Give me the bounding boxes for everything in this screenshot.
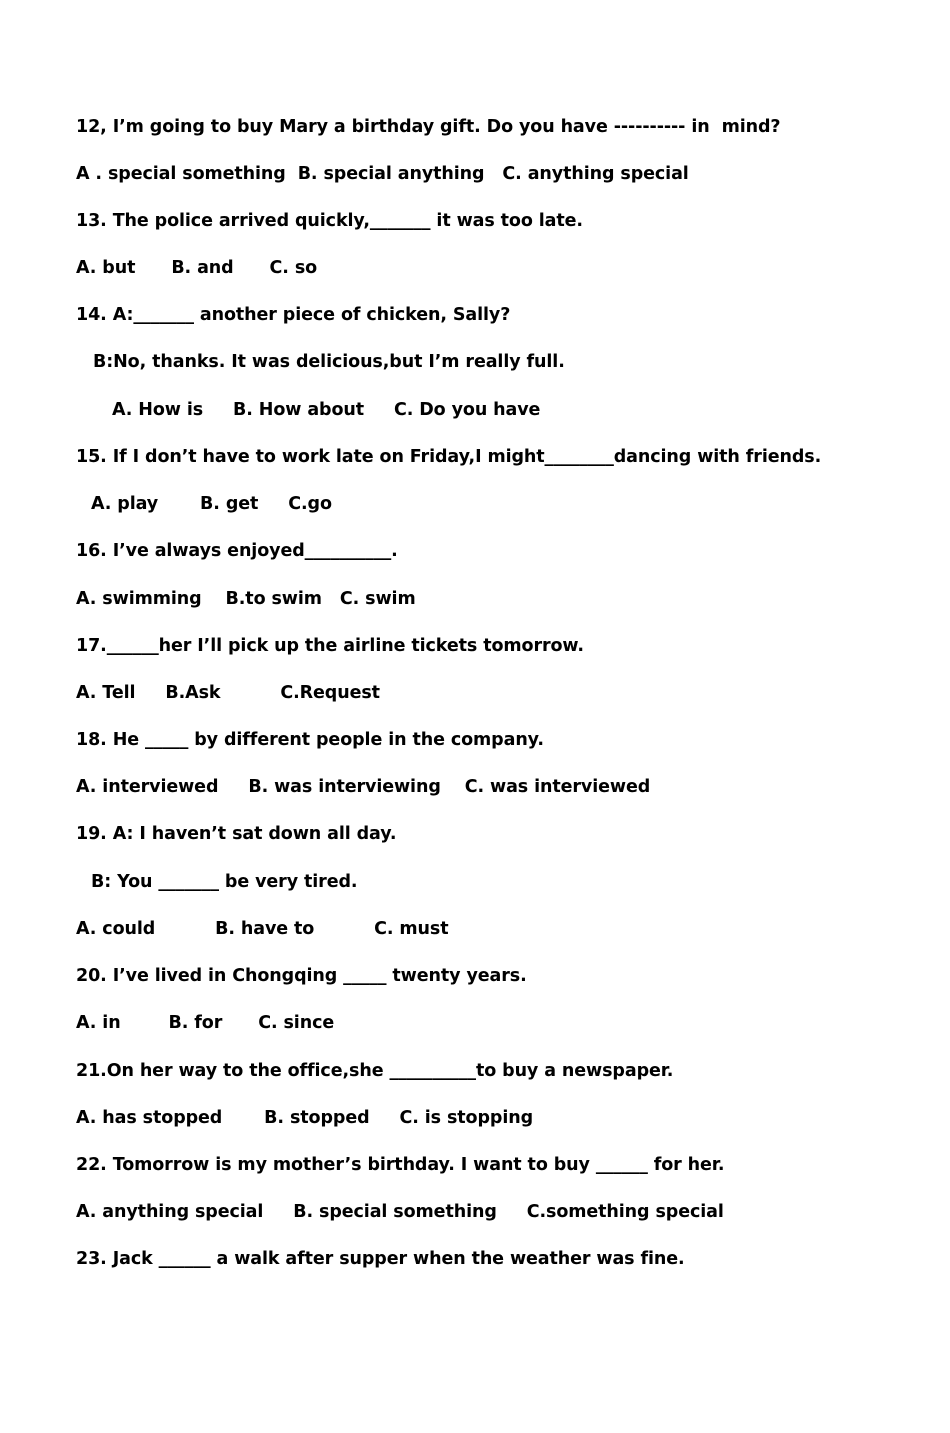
q15-options: A. play B. get C.go: [91, 494, 332, 514]
q22-stem: 22. Tomorrow is my mother’s birthday. I want to buy ______ for her.: [76, 1155, 725, 1175]
q19-options: A. could B. have to C. must: [76, 919, 449, 939]
q18-options: A. interviewed B. was interviewing C. was interviewed: [76, 777, 651, 797]
q20-options: A. in B. for C. since: [76, 1013, 335, 1033]
q22-options: A. anything special B. special something C.something special: [76, 1202, 724, 1222]
q17-stem: 17.______her I’ll pick up the airline tickets tomorrow.: [76, 636, 584, 656]
q21-stem: 21.On her way to the office,she __________to buy a newspaper.: [76, 1061, 674, 1081]
q19-dialog: B: You _______ be very tired.: [91, 872, 358, 892]
q21-options: A. has stopped B. stopped C. is stopping: [76, 1108, 534, 1128]
q12-stem: 12, I’m going to buy Mary a birthday gift. Do you have ---------- in mind?: [76, 117, 781, 137]
q19-stem: 19. A: I haven’t sat down all day.: [76, 824, 397, 844]
q14-options: A. How is B. How about C. Do you have: [112, 400, 541, 420]
q16-options: A. swimming B.to swim C. swim: [76, 589, 416, 609]
q17-options: A. Tell B.Ask C.Request: [76, 683, 380, 703]
q13-stem: 13. The police arrived quickly,_______ it was too late.: [76, 211, 583, 231]
q23-stem: 23. Jack ______ a walk after supper when the weather was fine.: [76, 1249, 685, 1269]
q16-stem: 16. I’ve always enjoyed__________.: [76, 541, 398, 561]
q14-stem: 14. A:_______ another piece of chicken, Sally?: [76, 305, 511, 325]
q12-options: A . special something B. special anything C. anything special: [76, 164, 689, 184]
q14-dialog: B:No, thanks. It was delicious,but I’m really full.: [93, 352, 565, 372]
q20-stem: 20. I’ve lived in Chongqing _____ twenty years.: [76, 966, 527, 986]
q18-stem: 18. He _____ by different people in the company.: [76, 730, 544, 750]
q13-options: A. but B. and C. so: [76, 258, 318, 278]
q15-stem: 15. If I don’t have to work late on Friday,I might________dancing with friends.: [76, 447, 822, 467]
